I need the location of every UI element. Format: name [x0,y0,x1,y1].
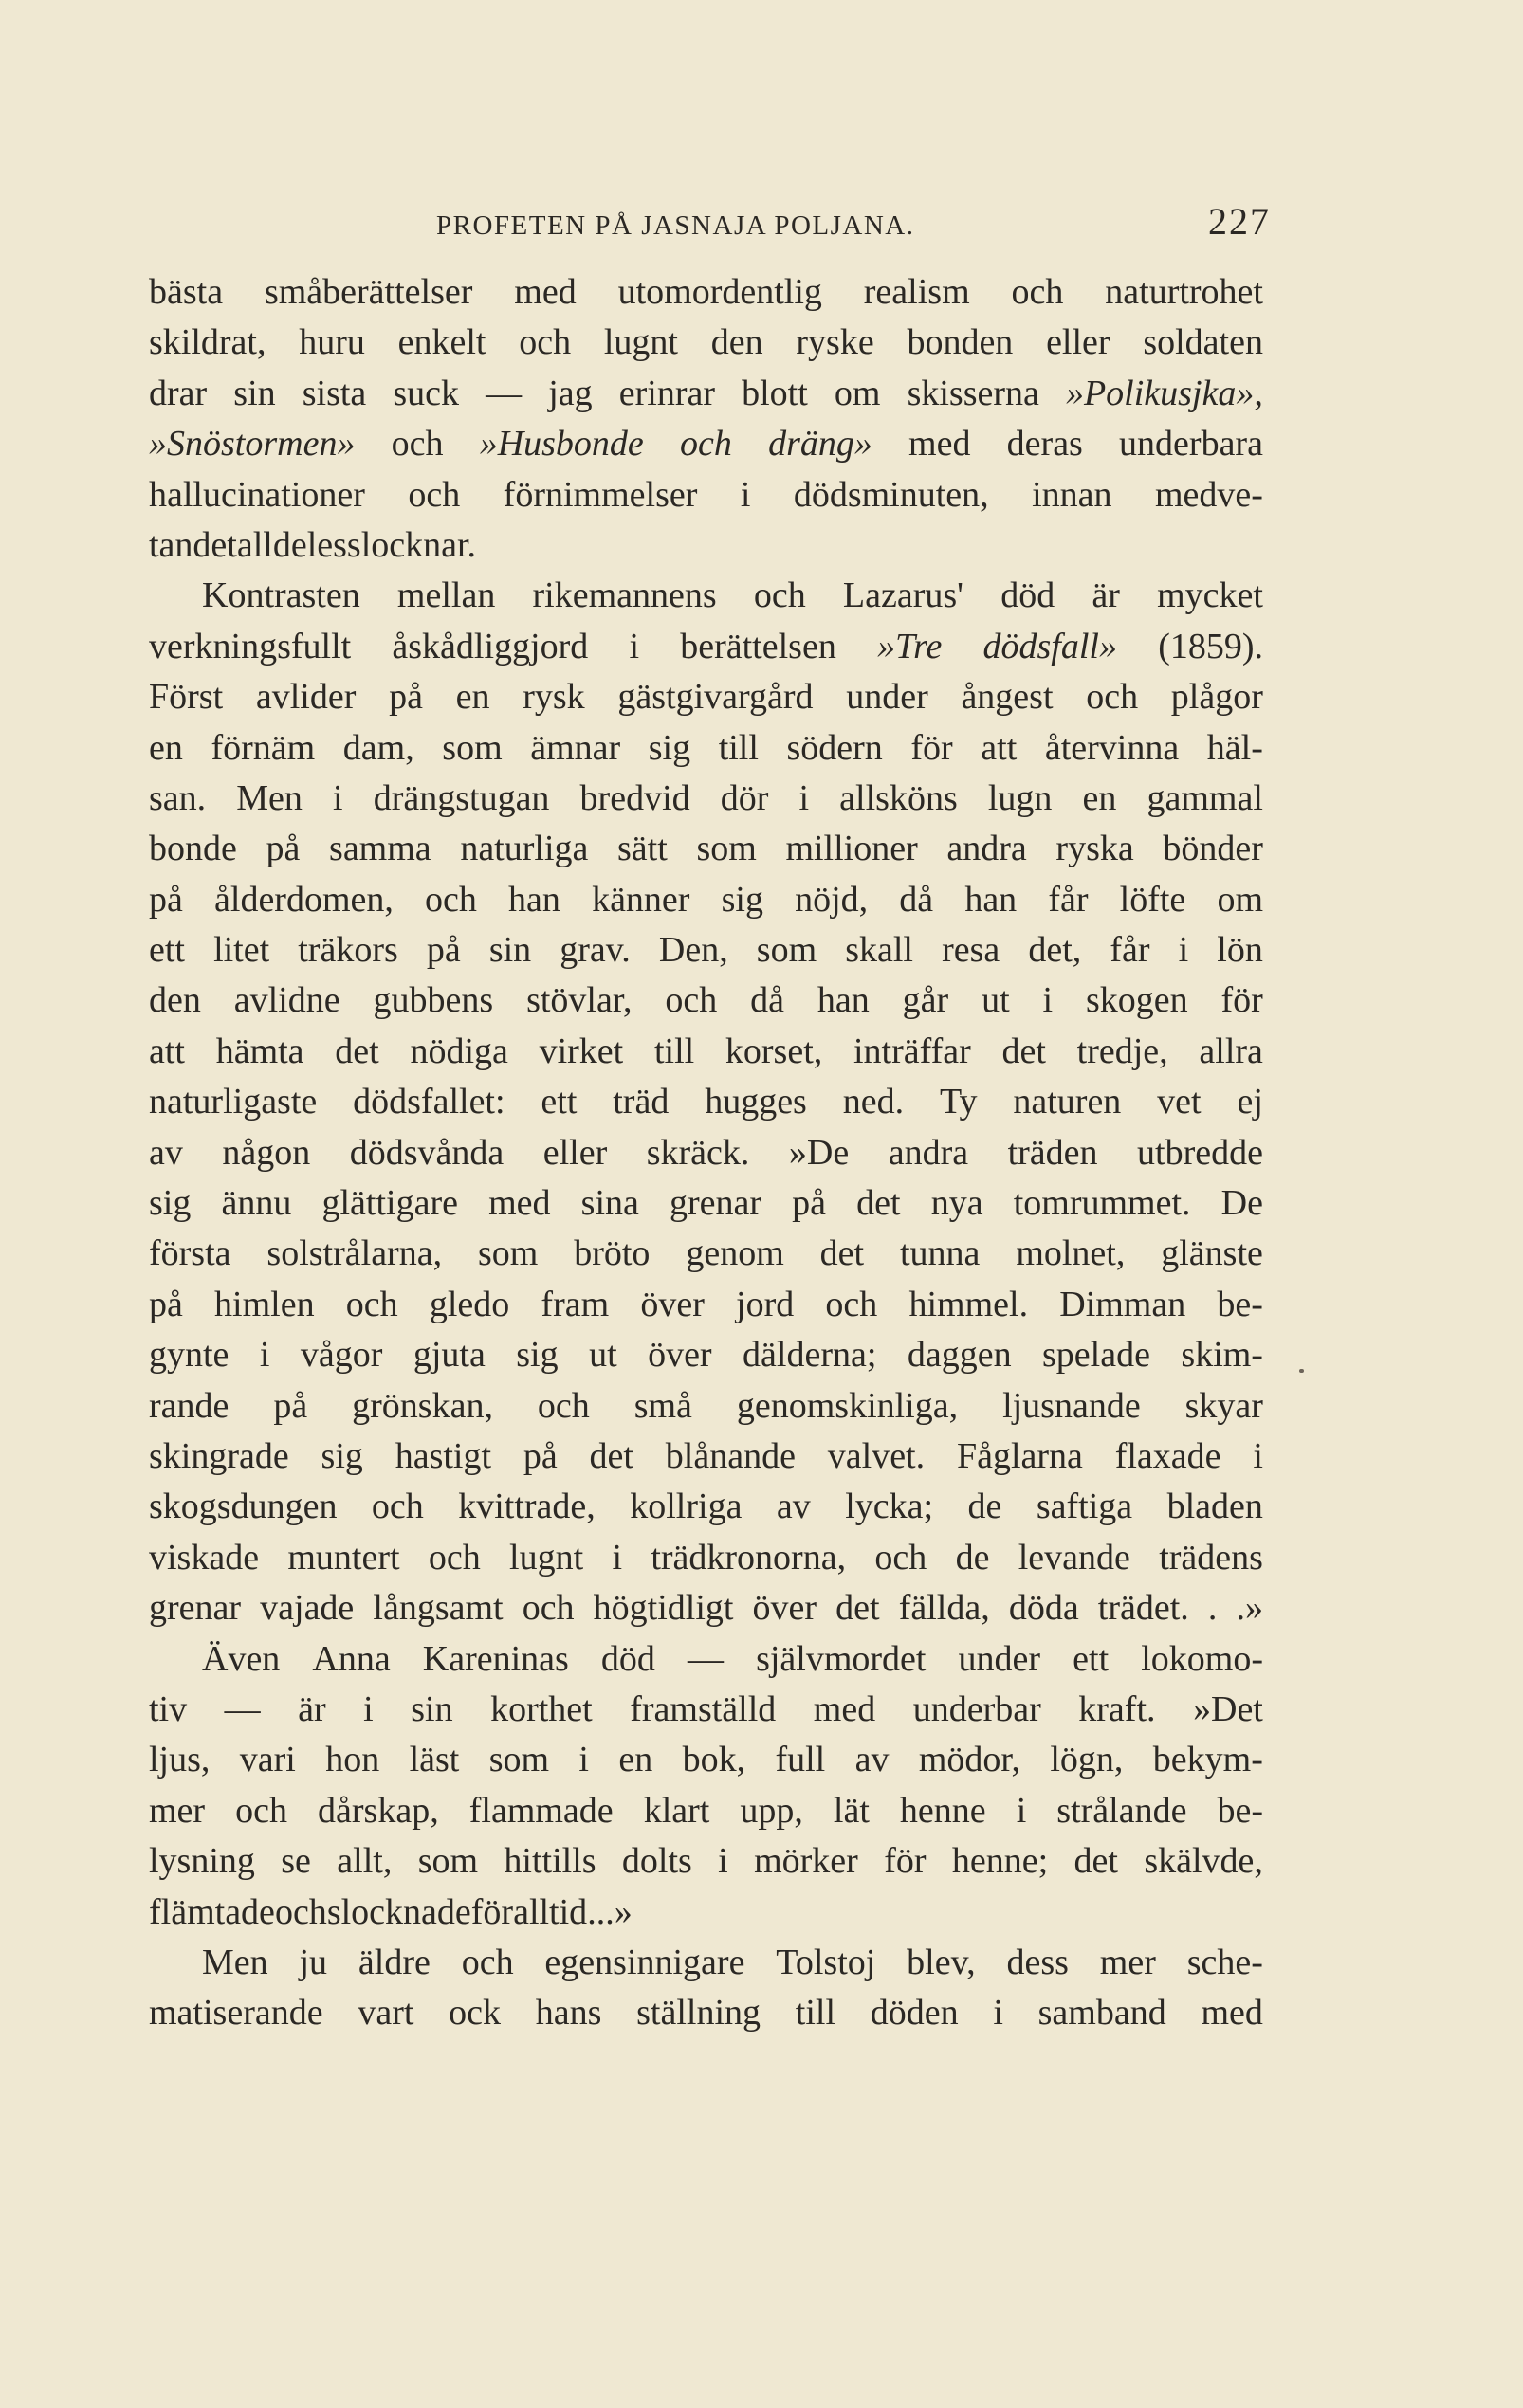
text-line: skingrade sig hastigt på det blånande valvet. Fåglarna flaxade i [149,1435,1263,1476]
text-line: skogsdungen och kvittrade, kollriga av lycka; de saftiga bladen [149,1487,1263,1527]
text-line: skildrat, huru enkelt och lugnt den ryske bonden eller soldaten [149,322,1263,363]
text-line: san. Men i drängstugan bredvid dör i allsköns lugn en gammal [149,777,1263,818]
page-header [436,199,1271,256]
text-line: grenar vajade långsamt och högtidligt över det fällda, döda trädet. . .» [149,1588,1263,1629]
text-line: flämtade och slocknade för alltid . . .» [149,1891,633,1932]
text-line: matiserande vart ock hans ställning till döden i samband med [149,1993,1263,2034]
text-line: på ålderdomen, och han känner sig nöjd, då han får löfte om [149,879,1263,920]
text-line: på himlen och gledo fram över jord och himmel. Dimman be- [149,1284,1263,1324]
text-line: en förnäm dam, som ämnar sig till södern för att återvinna häl- [149,727,1263,768]
text-line: mer och dårskap, flammade klart upp, lät henne i strålande be- [149,1790,1263,1831]
text-line: drar sin sista suck — jag erinrar blott om skisserna »Polikusjka», [149,373,1263,413]
text-line: tiv — är i sin korthet framställd med underbar kraft. »Det [149,1688,1263,1729]
text-line: naturligaste dödsfallet: ett träd hugges ned. Ty naturen vet ej [149,1082,1263,1122]
body-text [149,267,1263,2039]
print-speck [1299,1369,1304,1373]
text-line: av någon dödsvånda eller skräck. »De andra träden utbredde [149,1132,1263,1173]
text-line: bästa småberättelser med utomordentlig realism och naturtrohet [149,272,1263,312]
page-number: 227 [1208,200,1271,243]
text-line: gynte i vågor gjuta sig ut över dälderna; daggen spelade skim- [149,1335,1263,1376]
text-line: ett litet träkors på sin grav. Den, som skall resa det, får i lön [149,930,1263,971]
text-line: hallucinationer och förnimmelser i dödsminuten, innan medve- [149,474,1263,515]
text-line: ljus, vari hon läst som i en bok, full av mödor, lögn, bekym- [149,1740,1263,1780]
text-line: »Snöstormen» och »Husbonde och dräng» med deras underbara [149,424,1263,465]
running-head: PROFETEN PÅ JASNAJA POLJANA. [436,210,915,241]
text-line: att hämta det nödiga virket till korset, inträffar det tredje, allra [149,1031,1263,1071]
text-line: verkningsfullt åskådliggjord i berättelsen »Tre dödsfall» (1859). [149,626,1263,666]
text-line: sig ännu glättigare med sina grenar på det nya tomrummet. De [149,1183,1263,1224]
text-line: den avlidne gubbens stövlar, och då han går ut i skogen för [149,980,1263,1021]
text-line: lysning se allt, som hittills dolts i mörker för henne; det skälvde, [149,1841,1263,1882]
text-line: Men ju äldre och egensinnigare Tolstoj blev, dess mer sche- [202,1942,1263,1982]
text-line: första solstrålarna, som bröto genom det tunna molnet, glänste [149,1233,1263,1274]
text-line: Först avlider på en rysk gästgivargård under ångest och plågor [149,677,1263,718]
text-line: viskade muntert och lugnt i trädkronorna, och de levande trädens [149,1537,1263,1578]
text-line: bonde på samma naturliga sätt som millioner andra ryska bönder [149,829,1263,869]
text-line: Kontrasten mellan rikemannens och Lazarus' död är mycket [202,575,1263,616]
text-line: tandet alldeles slocknar. [149,524,477,565]
text-line: rande på grönskan, och små genomskinliga, ljusnande skyar [149,1385,1263,1426]
text-line: Även Anna Kareninas död — självmordet under ett lokomo- [202,1638,1263,1679]
